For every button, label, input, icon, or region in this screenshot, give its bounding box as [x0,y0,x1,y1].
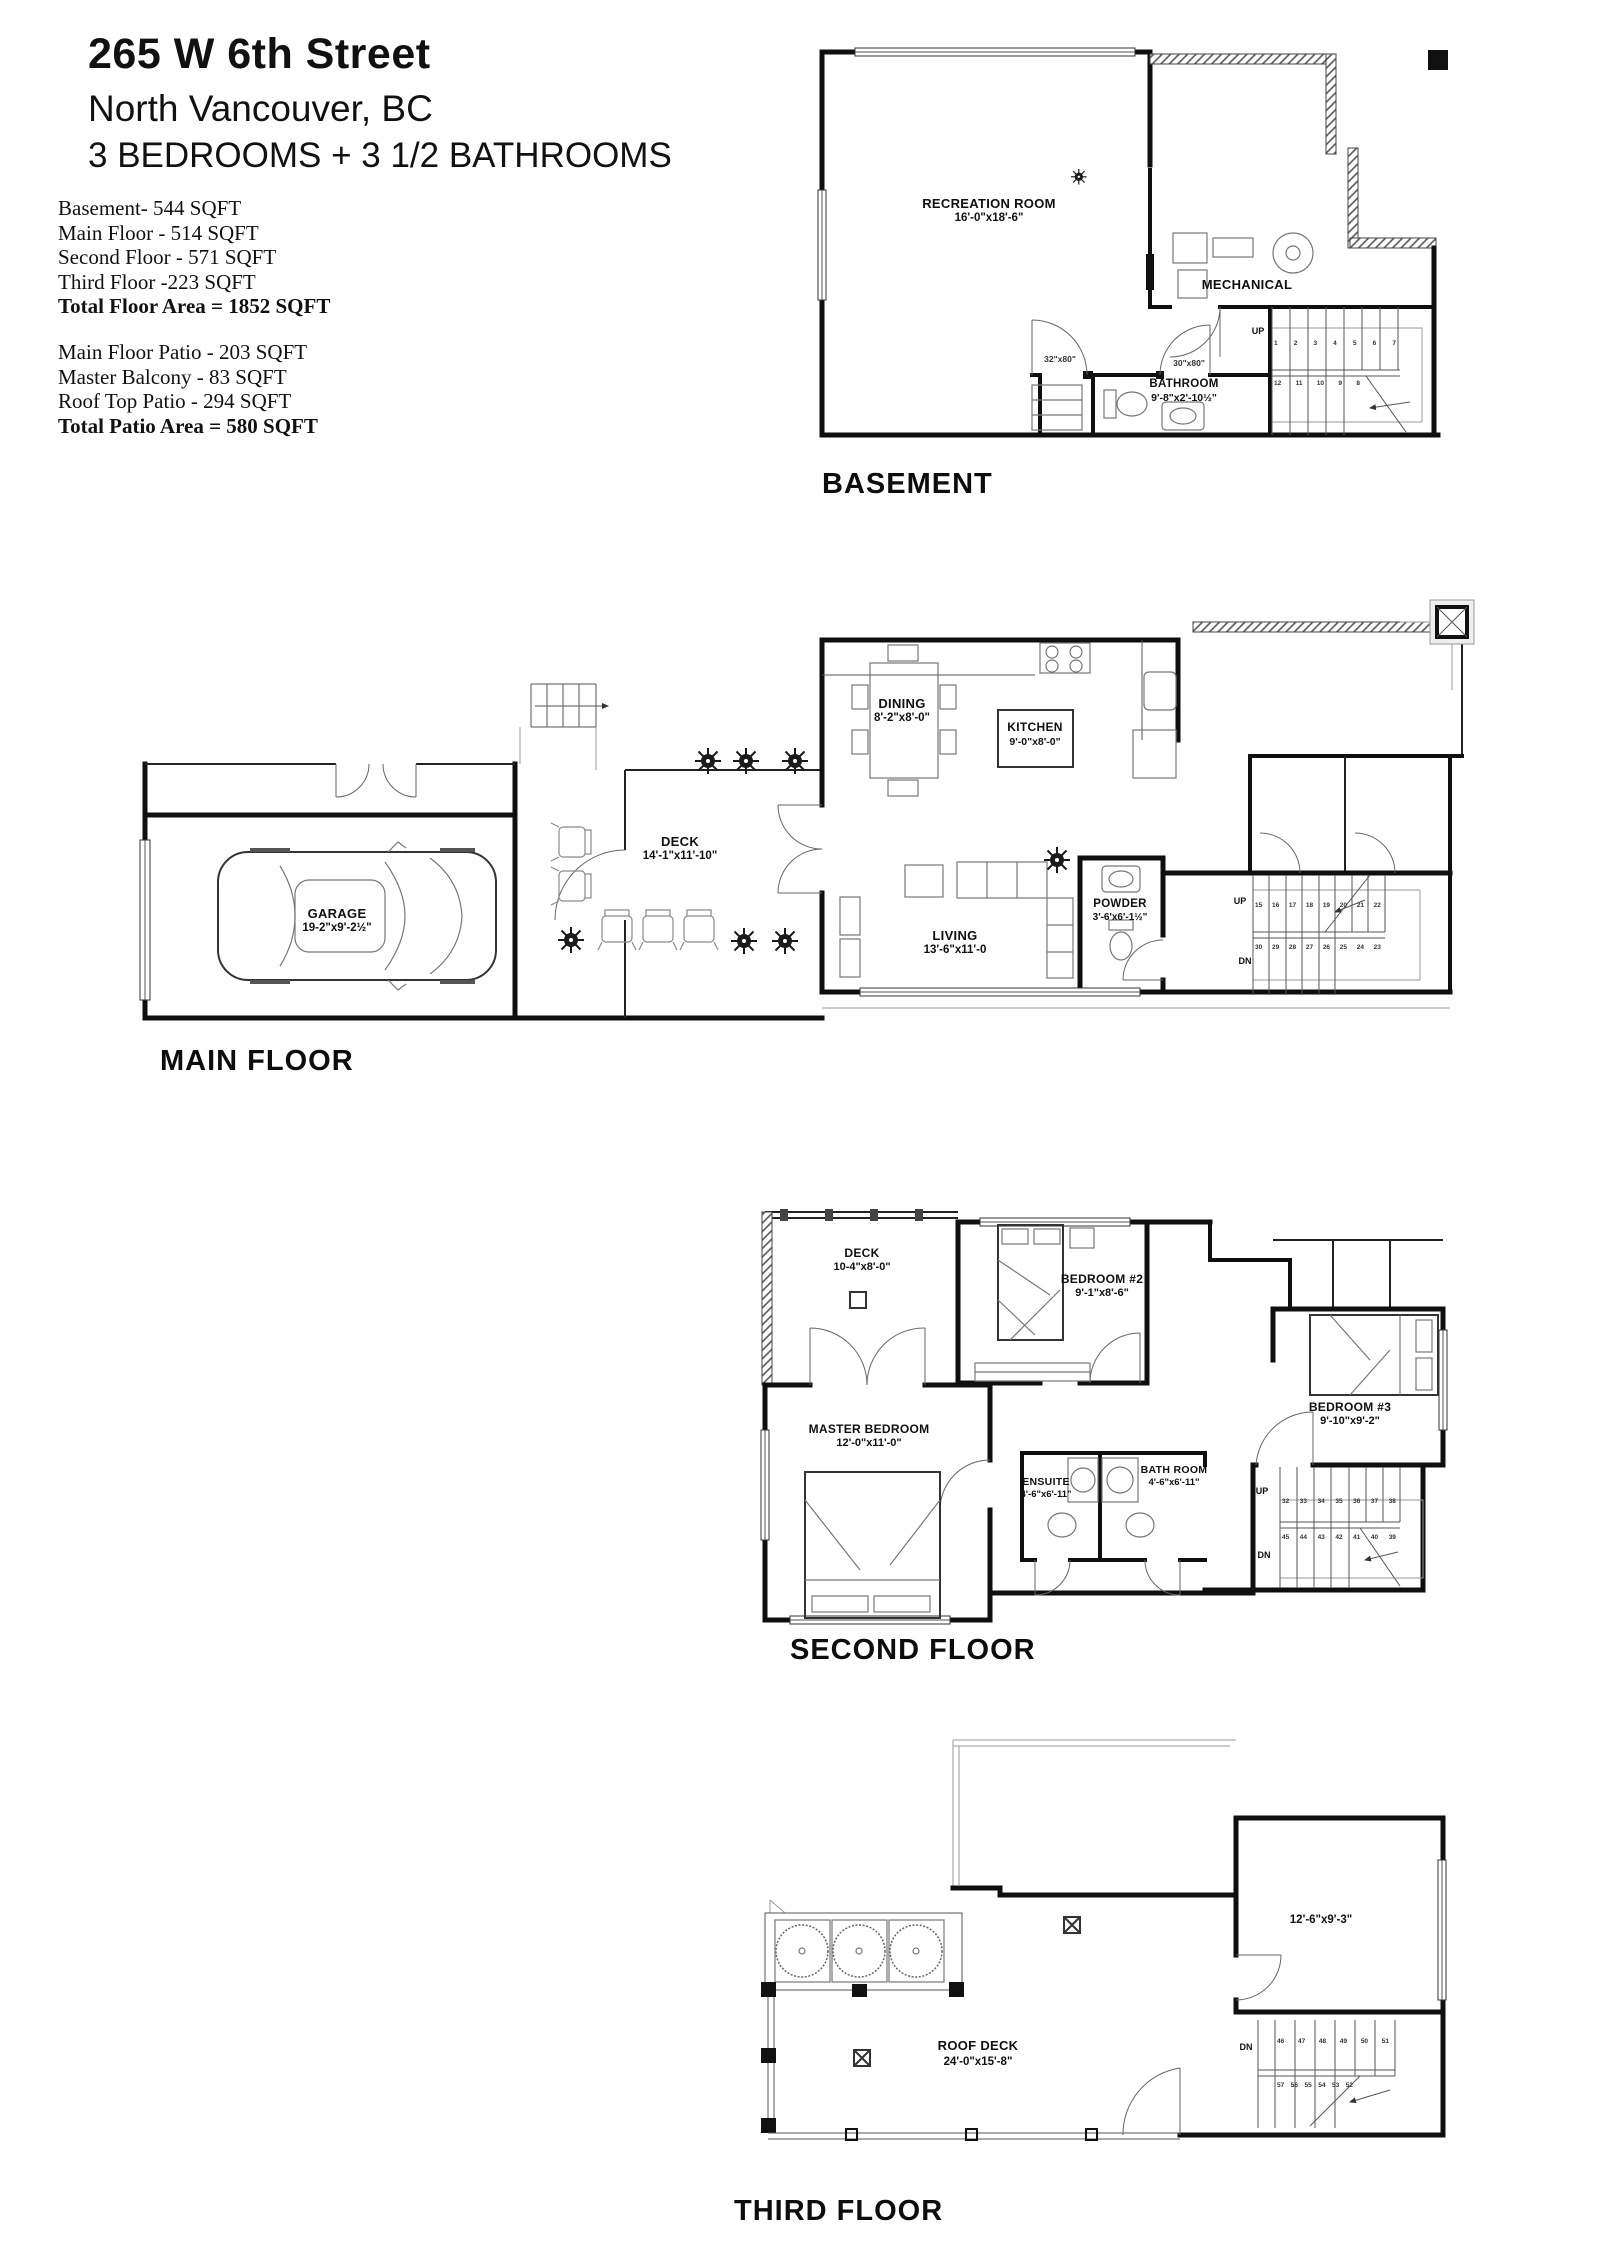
deck-items [850,1292,866,1308]
basement-plan-drawing [810,40,1470,520]
shelf-icon [1047,898,1073,978]
bath-room-label: BATH ROOM [1140,1464,1208,1476]
third-floor-plan [700,1730,1480,2245]
marker-square-icon [1428,50,1448,70]
sofa-icon [957,862,1047,898]
toilet-icon [1126,1513,1154,1537]
basement-stairs [1272,307,1422,435]
second-floor-plan [750,1200,1480,1680]
third-floor-drawing [700,1730,1480,2245]
basement-plan [810,40,1470,520]
plant-icon [731,928,757,954]
plant-icon [1044,847,1070,873]
master-furniture [805,1472,940,1618]
main-floor-title: MAIN FLOOR [160,1045,354,1077]
roof-marker-icon [854,2050,870,2066]
living-label: LIVING [932,928,978,943]
bedroom2-furniture [975,1225,1094,1381]
toilet-icon [1048,1513,1076,1537]
roof-marker-icon [1064,1917,1080,1933]
bathroom-dim: 9'-8"x2'-10½" [1151,392,1217,404]
kitchen-label: KITCHEN [1007,720,1063,734]
subtitle-specs: 3 BEDROOMS + 3 1/2 BATHROOMS [88,136,672,175]
stair-numbers: 1 2 3 4 5 6 7 [1274,340,1396,347]
roof-deck-label: ROOF DECK [937,2038,1019,2053]
powder-dim: 3'-6'x6'-1½" [1092,912,1148,923]
roof-outline [770,1740,1236,1913]
deck-dim: 14'-1"x11'-10" [642,850,718,862]
third-floor-doors [1123,1955,1281,2135]
sink-icon [1068,1458,1098,1502]
post-icon [852,1984,867,1997]
deck-dim: 10-4"x8'-0" [833,1261,891,1273]
plant-icon [558,927,584,953]
floor-area-total: Total Floor Area = 1852 SQFT [58,294,331,318]
third-floor-walls [761,1818,1446,2140]
second-floor-title: SECOND FLOOR [790,1634,1036,1666]
sink-icon [1144,672,1176,710]
kitchen-fixtures [822,640,1176,778]
plant-icon [782,748,808,774]
plant-icon [772,928,798,954]
stair-numbers: 46 47 48 49 50 51 [1277,2038,1389,2045]
stairs-up-label: UP [1255,1486,1269,1496]
bath-room-dim: 4'-6"x6'-11" [1148,1477,1200,1488]
main-floor-plan [130,590,1480,1110]
bathroom-label: BATHROOM [1149,378,1219,390]
post-icon [761,2048,776,2063]
main-floor-drawing [130,590,1480,1110]
patio-area-total: Total Patio Area = 580 SQFT [58,413,318,438]
patio-area-list [58,340,318,438]
stair-numbers: 57 56 55 54 53 52 [1277,2082,1353,2089]
stairs-up-label: UP [1233,896,1247,906]
armchair-icon [905,865,943,897]
living-furniture [840,847,1073,978]
fridge-icon [1133,730,1176,778]
garage-label: GARAGE [307,906,367,921]
second-floor-doors [810,1328,1313,1595]
door-size-label: 32"x80" [1044,354,1076,364]
stairs-dn-label: DN [1239,2042,1253,2052]
subtitle-city: North Vancouver, BC [88,88,433,129]
plant-icon [733,748,759,774]
post-icon [761,1982,776,1997]
sink-icon [1102,866,1140,892]
deck-label: DECK [844,1246,880,1260]
main-floor-walls [140,622,1462,1018]
post-icon [949,1982,964,1997]
recreation-room-dim: 16'-0"x18'-6" [954,212,1024,224]
plant-icon [695,748,721,774]
living-dim: 13'-6"x11'-0 [923,944,987,956]
dining-dim: 8'-2"x8'-0" [873,712,931,724]
bedroom3-label: BEDROOM #3 [1308,1400,1392,1414]
third-stairs [1258,2020,1395,2128]
kitchen-dim: 9'-0"x8'-0" [1009,736,1061,748]
main-stairs [1253,875,1420,995]
stair-numbers: 15 16 17 18 19 20 21 22 [1255,902,1381,909]
bedroom3-dim: 9'-10"x9'-2" [1320,1415,1380,1427]
stair-numbers: 12 11 10 9 8 [1274,380,1360,387]
stair-numbers: 32 33 34 35 36 37 38 [1282,1498,1396,1505]
basement-walls [818,48,1438,435]
third-room-dim: 12'-6"x9'-3" [1289,1914,1353,1926]
floor-area-list [58,196,330,319]
stair-numbers: 45 44 43 42 41 40 39 [1282,1534,1396,1541]
bedroom3-furniture [1310,1315,1438,1395]
ensuite-dim: 4'-6"x6'-11" [1020,1489,1072,1500]
master-bedroom-label: MASTER BEDROOM [808,1422,930,1436]
floor-area-lines: Basement- 544 SQFT Main Floor - 514 SQFT Second Floor - 571 SQFT Third Floor -223 SQFT [58,196,277,294]
mechanical-label: MECHANICAL [1201,277,1293,292]
page-title: 265 W 6th Street [88,30,431,78]
toilet-icon [1104,390,1116,418]
water-tank-icon [1273,233,1313,273]
stairs-dn-label: DN [1238,956,1252,966]
master-bedroom-dim: 12'-0"x11'-0" [836,1437,902,1449]
deck-label: DECK [660,834,700,849]
patio-area-lines: Main Floor Patio - 203 SQFT Master Balcony - 83 SQFT Roof Top Patio - 294 SQFT [58,340,308,413]
door-size-label: 30"x80" [1173,358,1205,368]
bedroom2-dim: 9'-1"x8'-6" [1075,1287,1129,1299]
second-stairs [1280,1467,1423,1588]
vent-icon [1071,169,1087,185]
sink-icon [1162,402,1204,430]
door-jamb [1146,254,1154,290]
stairs-up-label: UP [1251,326,1265,336]
ensuite-label: ENSUITE [1022,1476,1070,1488]
stairs-dn-label: DN [1257,1550,1271,1560]
bedroom2-label: BEDROOM #2 [1060,1272,1144,1286]
powder-label: POWDER [1093,898,1147,910]
post-icon [761,2118,776,2133]
stair-numbers: 30 29 28 27 26 25 24 23 [1255,944,1381,951]
roof-deck-dim: 24'-0"x15'-8" [943,2056,1013,2068]
third-floor-title: THIRD FLOOR [734,2195,944,2227]
dining-label: DINING [878,696,926,711]
basement-title: BASEMENT [822,468,993,500]
bed-icon [1310,1315,1438,1395]
recreation-room-label: RECREATION ROOM [922,196,1056,211]
garage-dim: 19-2"x9'-2½" [302,922,372,934]
